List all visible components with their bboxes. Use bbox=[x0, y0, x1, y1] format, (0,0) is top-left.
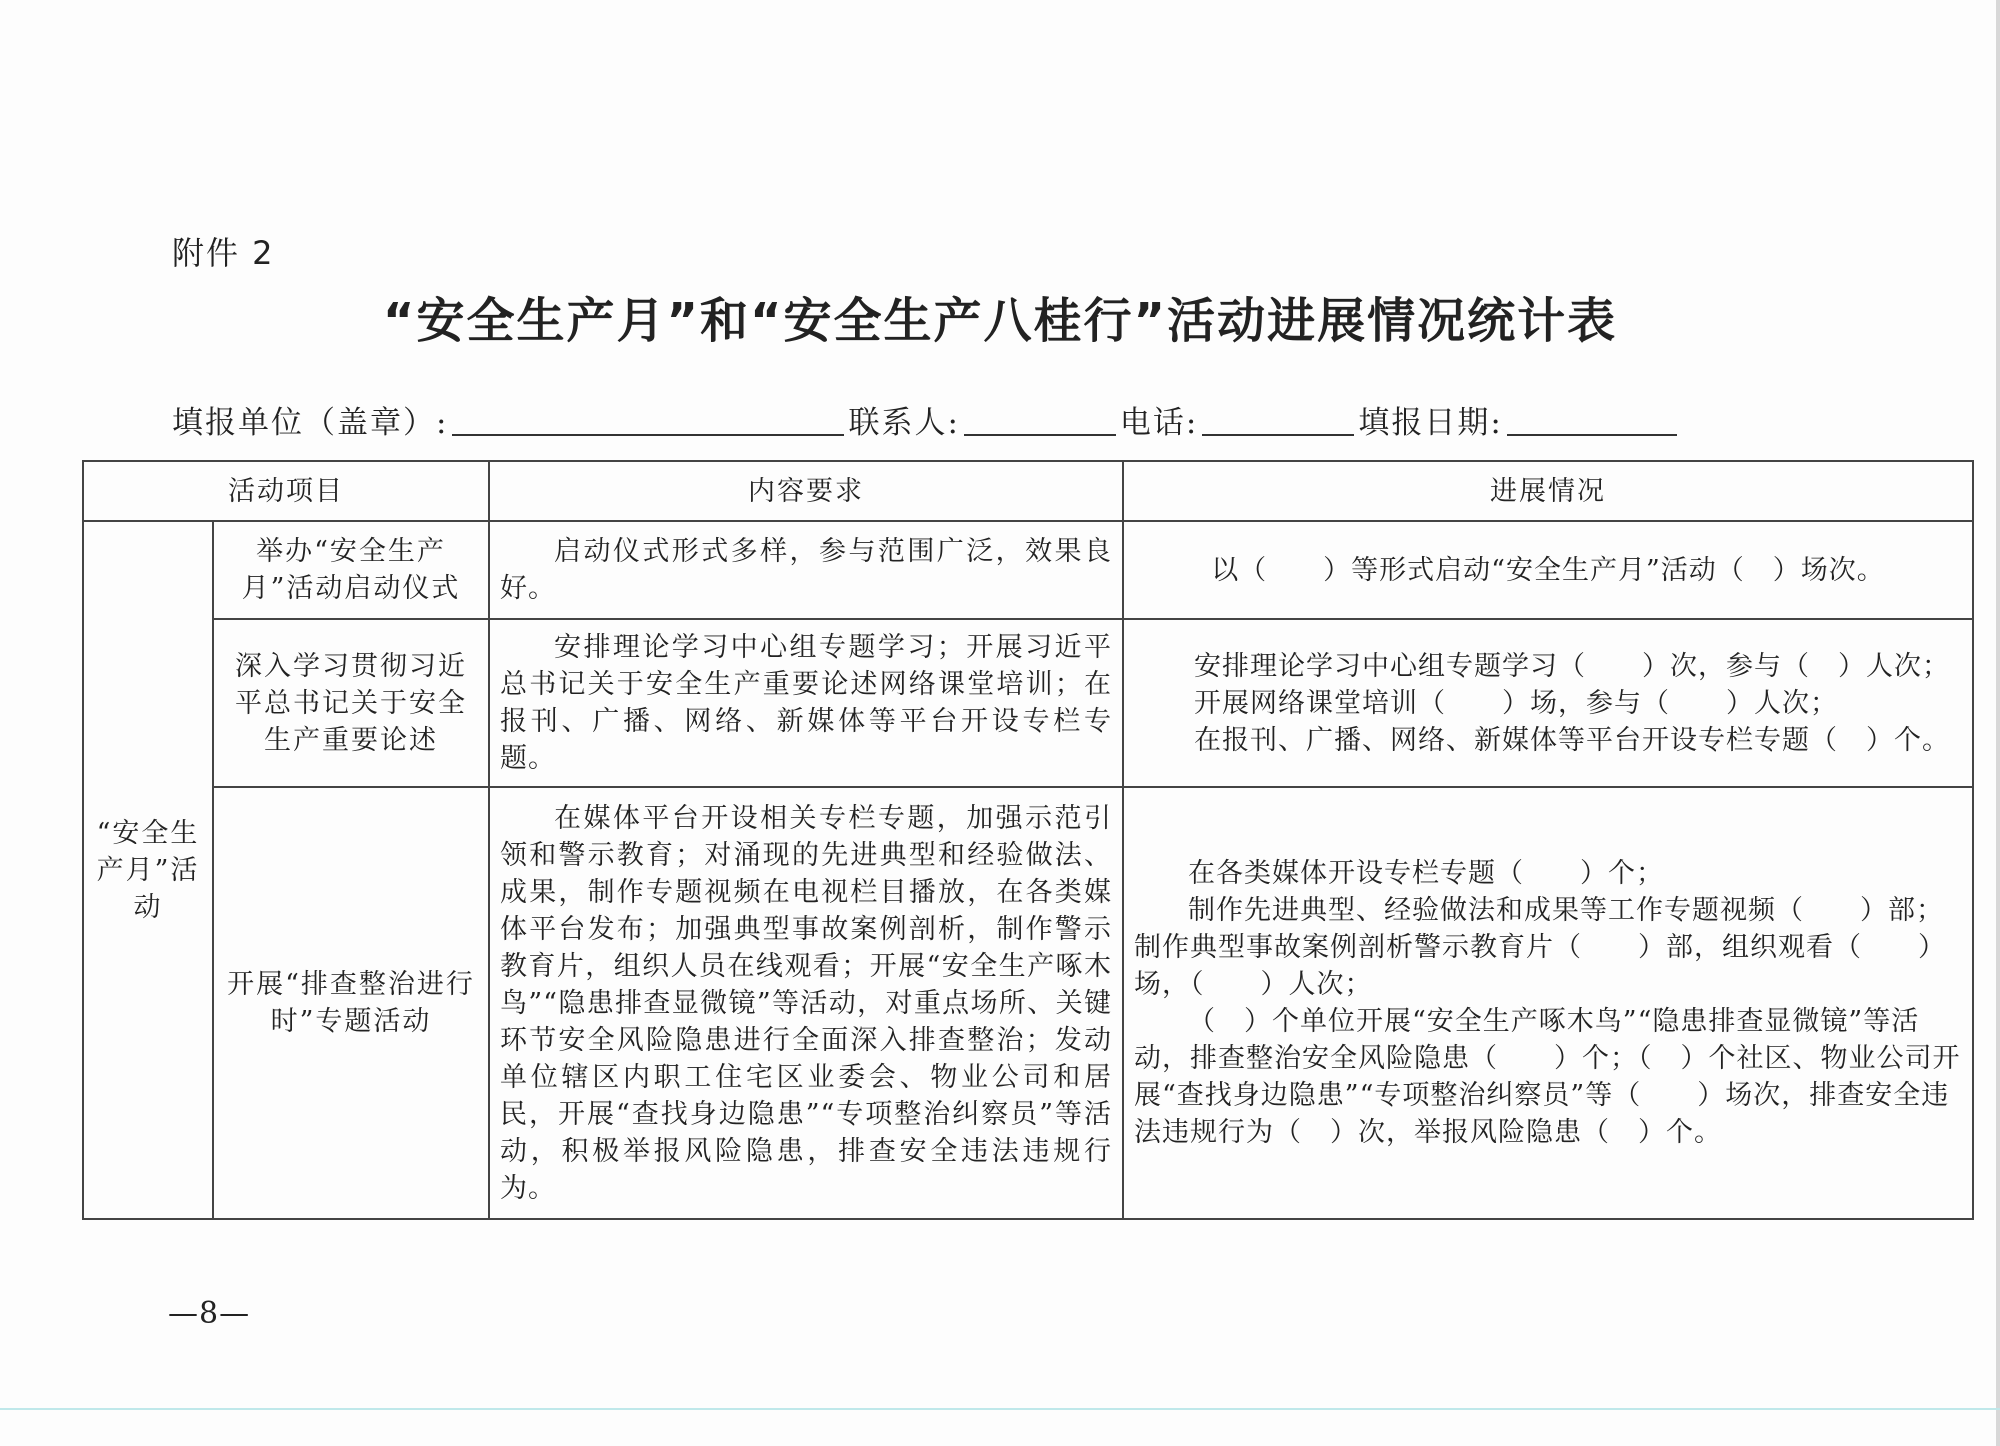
progress-cell bbox=[1123, 787, 1973, 1219]
unit-blank bbox=[452, 432, 844, 436]
page-edge bbox=[1996, 0, 2000, 1446]
progress-cell bbox=[1123, 521, 1973, 619]
attachment-label: 附件 2 bbox=[172, 234, 275, 272]
unit-label: 填报单位（盖章）: bbox=[172, 405, 449, 441]
item-cell: 深入学习贯彻习近平总书记关于安全生产重要论述 bbox=[213, 619, 489, 787]
date-label: 填报日期: bbox=[1358, 405, 1503, 441]
requirement-cell: 安排理论学习中心组专题学习；开展习近平总书记关于安全生产重要论述网络课堂培训；在报刊、广播、网络、新媒体等平台开设专栏专题。 bbox=[489, 619, 1123, 787]
table-header-row bbox=[83, 461, 1973, 521]
statistics-table bbox=[82, 460, 1974, 1220]
table-row bbox=[83, 521, 1973, 619]
requirement-cell: 启动仪式形式多样，参与范围广泛，效果良好。 bbox=[489, 521, 1123, 619]
document-title: “安全生产月”和“安全生产八桂行”活动进展情况统计表 bbox=[382, 293, 1618, 349]
header-requirement: 内容要求 bbox=[489, 461, 1123, 521]
progress-line: 以（ ）等形式启动“安全生产月”活动（ ）场次。 bbox=[1211, 554, 1885, 586]
category-cell: “安全生产月”活动 bbox=[83, 521, 213, 1219]
table-row bbox=[83, 619, 1973, 787]
progress-line: 安排理论学习中心组专题学习（ ）次，参与（ ）人次； bbox=[1194, 650, 1950, 682]
header-progress: 进展情况 bbox=[1123, 461, 1973, 521]
progress-line: （ ）个单位开展“安全生产啄木鸟”“隐患排查显微镜”等活动，排查整治安全风险隐患（ ）个；（ ）个社区、物业公司开展“查找身边隐患”“专项整治纠察员”等（ ）场次，排查安全违法违规行为（ ）次，举报风险隐患（ ）个。 bbox=[1134, 1006, 1961, 1148]
form-header bbox=[172, 396, 1681, 442]
page-bottom-line bbox=[0, 1408, 2000, 1410]
page-number: —8— bbox=[168, 1296, 251, 1331]
progress-line: 开展网络课堂培训（ ）场，参与（ ）人次； bbox=[1194, 687, 1838, 719]
date-blank bbox=[1507, 432, 1677, 436]
phone-blank bbox=[1202, 432, 1354, 436]
item-cell: 开展“排查整治进行时”专题活动 bbox=[213, 787, 489, 1219]
contact-label: 联系人: bbox=[848, 405, 960, 441]
progress-line: 制作先进典型、经验做法和成果等工作专题视频（ ）部；制作典型事故案例剖析警示教育片（ ）部，组织观看（ ）场，（ ）人次； bbox=[1134, 895, 1946, 1000]
progress-cell bbox=[1123, 619, 1973, 787]
item-cell: 举办“安全生产月”活动启动仪式 bbox=[213, 521, 489, 619]
phone-label: 电话: bbox=[1119, 405, 1199, 441]
contact-blank bbox=[964, 432, 1116, 436]
requirement-cell: 在媒体平台开设相关专栏专题，加强示范引领和警示教育；对涌现的先进典型和经验做法、成果，制作专题视频在电视栏目播放，在各类媒体平台发布；加强典型事故案例剖析，制作警示教育片，组织人员在线观看；开展“安全生产啄木鸟”“隐患排查显微镜”等活动，对重点场所、关键环节安全风险隐患进行全面深入排查整治；发动单位辖区内职工住宅区业委会、物业公司和居民，开展“查找身边隐患”“专项整治纠察员”等活动，积极举报风险隐患，排查安全违法违规行为。 bbox=[489, 787, 1123, 1219]
header-activity-item: 活动项目 bbox=[83, 461, 489, 521]
progress-line: 在各类媒体开设专栏专题（ ）个； bbox=[1188, 858, 1664, 889]
progress-line: 在报刊、广播、网络、新媒体等平台开设专栏专题（ ）个。 bbox=[1194, 724, 1950, 756]
table-row bbox=[83, 787, 1973, 1219]
